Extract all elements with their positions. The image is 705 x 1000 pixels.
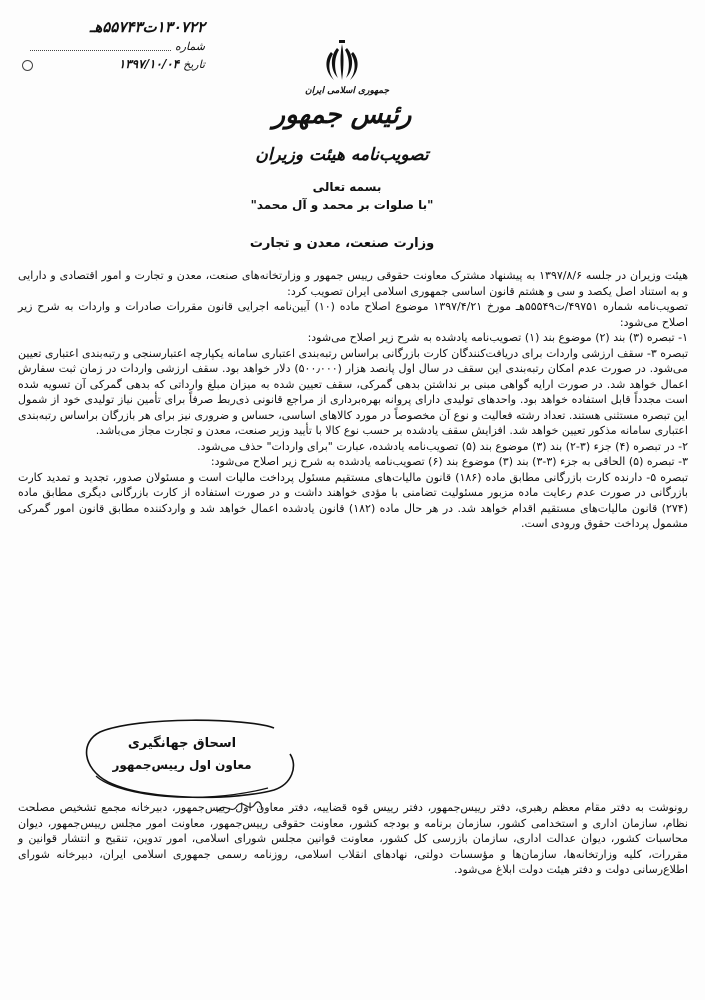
cc-text: رونوشت به دفتر مقام معظم رهبری، دفتر رییس‌جمهور، دفتر رییس قوه قضاییه، دفتر معاون اول رییس‌جمهور، دبیرخانه مجمع تشخیص مصلحت نظام، سازمان اداری و استخدامی کشور، سازمان برنامه و بودجه کشور، معاونت حقوقی رییس‌جمهور، معاونت امور مجلس رییس‌جمهور، دیوان محاسبات کشور، دیوان عدالت اداری، سازمان بازرسی کل کشور، معاونت قوانین مجلس شورای اسلامی، امور تدوین، تنقیح و انتشار قوانین و مقررات، کلیه وزارتخانه‌ها، سازمان‌ها و مؤسسات دولتی، نهادهای انقلاب اسلامی، روزنامه رسمی جمهوری اسلامی ایران، دبیرخانه شورای اطلاع‌رسانی دولت و دفتر هیئت دولت ابلاغ می‌شود.	[18, 801, 688, 876]
body-paragraph-intro: هیئت وزیران در جلسه ۱۳۹۷/۸/۶ به پیشنهاد مشترک معاونت حقوقی رییس جمهور و وزارتخانه‌های صنعت، معدن و تجارت و امور اقتصادی و دارایی و به استناد اصل یکصد و سی و هشتم قانون اساسی جمهوری اسلامی ایران تصویب کرد:	[18, 269, 688, 298]
number-row	[30, 40, 205, 53]
signature-block	[78, 716, 300, 804]
body-paragraph-amendment: تصویب‌نامه شماره ۴۹۷۵۱/ت۵۵۵۴۹هـ مورخ ۱۳۹۷/۴/۲۱ موضوع اصلاح ماده (۱۰) آیین‌نامه اجرایی قانون مقررات صادرات و واردات به شرح زیر اصلاح می‌شود:	[18, 300, 688, 329]
punch-hole-icon	[22, 60, 33, 71]
body-item-3: ۳- تبصره (۵) الحاقی به جزء (۳-۳) بند (۳) موضوع بند (۶) تصویب‌نامه یادشده به شرح زیر اصلاح می‌شود:	[210, 455, 688, 468]
basmala: بسمه تعالی	[312, 180, 382, 194]
number-label: شماره	[174, 40, 205, 53]
number-dots	[30, 42, 171, 51]
reference-block	[30, 18, 205, 75]
salawat: "با صلوات بر محمد و آل محمد"	[250, 198, 434, 212]
signatory-name: اسحاق جهانگیری	[127, 736, 237, 751]
republic-label: جمهوری اسلامی ایران	[304, 86, 390, 96]
body-note-3: تبصره ۳- سقف ارزشی واردات برای دریافت‌کنندگان کارت بازرگانی براساس رتبه‌بندی اعتباری سامانه یکپارچه اعتبارسنجی و رتبه‌بندی اعتباری تعیین می‌شود. در صورت عدم امکان رتبه‌بندی این سقف در سال اول پانصد هزار (۵۰۰٫۰۰۰) دلار خواهد بود. سقف ارزشی واردات در زمان ثبت سفارش اعمال خواهد شد. در صورت ارایه گواهی مبنی بر نداشتن بدهی گمرکی، سقف تعیین شده به میزان مبلغ وارداتی که بدهی گمرکی آن تسویه شده است مجدداً قابل استفاده خواهد بود. واحدهای تولیدی دارای پروانه بهره‌برداری از مراجع قانونی ذی‌ربط صرفاً برای تأمین نیاز تولیدی خود از شمول این تبصره مستثنی هستند. تعداد رشته فعالیت و نوع آن مخصوصاً در مورد کالاهای اساسی، حساس و ضروری نیز برای هر بازرگان براساس رتبه‌بندی اعتباری سامانه مذکور تعیین خواهد شد. افزایش سقف یادشده بر حسب نوع کالا با تأیید وزیر صنعت، معدن و تجارت مجاز می‌باشد.	[18, 346, 689, 437]
date-row	[30, 57, 205, 71]
body-item-2: ۲- در تبصره (۴) جزء (۳-۲) بند (۳) موضوع بند (۵) تصویب‌نامه یادشده، عبارت "برای واردات" حذف می‌شود.	[197, 439, 688, 453]
document-body	[18, 268, 688, 532]
reference-number: ۱۳۰۷۲۲ت۵۵۷۴۳هـ	[89, 18, 205, 36]
body-item-1: ۱- تبصره (۳) بند (۲) موضوع بند (۱) تصویب‌نامه یادشده به شرح زیر اصلاح می‌شود:	[307, 331, 688, 344]
reference-number-row	[30, 18, 205, 36]
document-type: تصویب‌نامه هیئت وزیران	[255, 145, 429, 165]
recipient: وزارت صنعت، معدن و تجارت	[249, 236, 435, 251]
iran-emblem-icon	[322, 40, 362, 84]
date-label: تاریخ	[183, 57, 205, 71]
office-title: رئیس جمهور	[272, 100, 412, 130]
date-value: ۱۳۹۷/۱۰/۰۴	[118, 57, 180, 71]
cc-list	[18, 800, 688, 878]
signatory-title: معاون اول رییس‌جمهور	[112, 758, 252, 772]
body-note-5: تبصره ۵- دارنده کارت بازرگانی مطابق ماده (۱۸۶) قانون مالیات‌های مستقیم مسئول پرداخت مالیات است و مسئولان صدور، تجدید و تمدید کارت بازرگانی در صورت عدم رعایت ماده مزبور مسئولیت تضامنی با مؤدی خواهند داشت و در صورت استفاده از کارت بازرگانی دیگری مطابق ماده (۲۷۴) قانون مالیات‌های مستقیم اقدام خواهد شد. در هر حال ماده (۱۸۲) قانون یادشده اعمال خواهد شد و واردکننده مطابق قانون امور گمرکی مشمول پرداخت حقوق ورودی است.	[18, 470, 689, 530]
